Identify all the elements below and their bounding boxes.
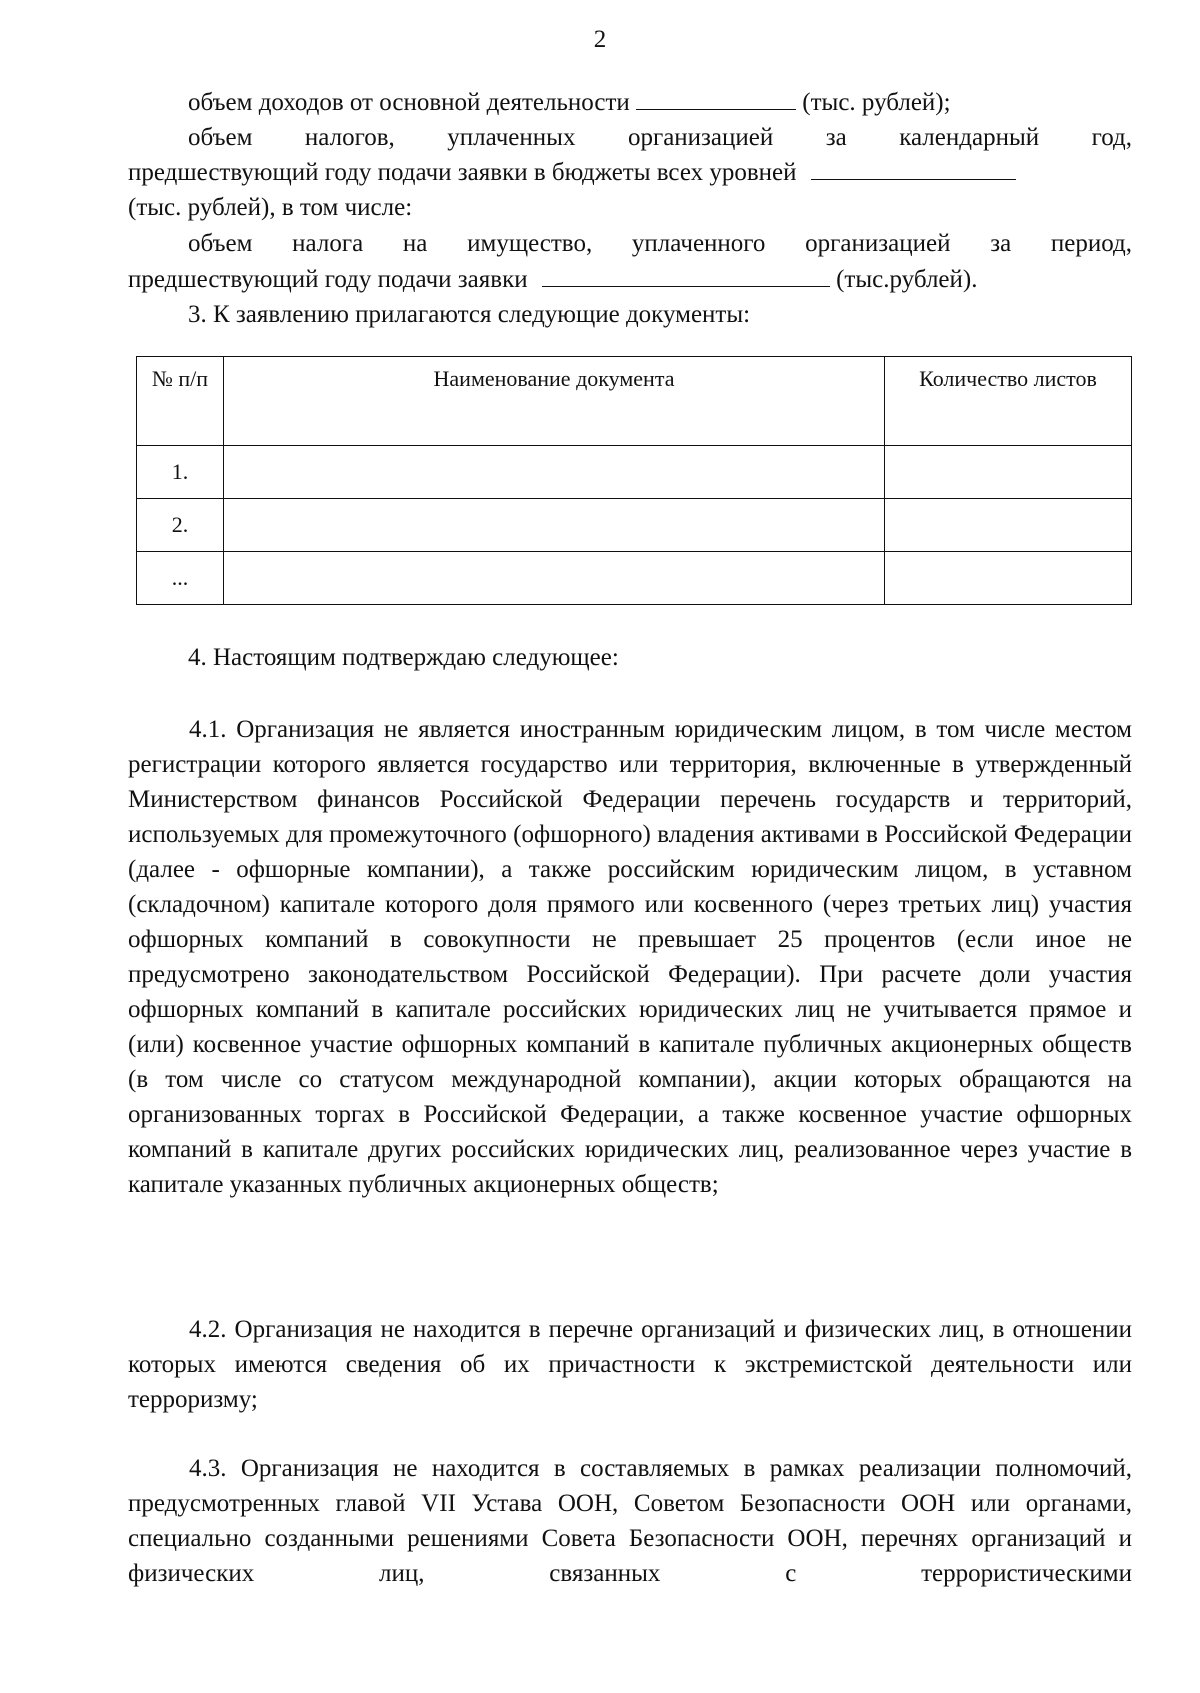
docs-heading: 3. К заявлению прилагаются следующие документы: <box>188 301 751 328</box>
sheet-count-cell[interactable] <box>885 446 1132 499</box>
income-unit: (тыс. рублей); <box>802 89 951 116</box>
table-header-row <box>137 357 1132 446</box>
table-row <box>137 446 1132 499</box>
paragraph-4-1-text: 4.1. Организация не является иностранным юридическим лицом, в том числе местом регистрации которого является государство или территория, включенные в утвержденный Министерством финансов Российской Федерации перечень государств и территорий, используемых для промежуточного (офшорного) владения активами в Российской Федерации (далее - офшорные компании), а также российским юридическим лицом, в уставном (складочном) капитале которого доля прямого или косвенного (через третьих лиц) участия офшорных компаний в совокупности не превышает 25 процентов (если иное не предусмотрено законодательством Российской Федерации). При расчете доли участия офшорных компаний в капитале российских юридических лиц не учитывается прямое и (или) косвенное участие офшорных компаний в капитале публичных акционерных обществ (в том числе со статусом международной компании), акции которых обращаются на организованных торгах в Российской Федерации, а также косвенное участие офшорных компаний в капитале других российских юридических лиц, реализованное через участие в капитале указанных публичных акционерных обществ; <box>128 716 1132 1198</box>
property-blank[interactable] <box>542 262 830 287</box>
section-4-heading: 4. Настоящим подтверждаю следующее: <box>188 644 619 671</box>
taxes-label: предшествующий году подачи заявки в бюджеты всех уровней <box>128 159 797 186</box>
paragraph-4-1 <box>128 712 1132 1202</box>
row-number: 2. <box>137 499 224 552</box>
paragraph-4-3 <box>128 1451 1132 1591</box>
income-line <box>128 85 1132 120</box>
property-line-2 <box>128 262 1132 297</box>
property-unit: (тыс.рублей). <box>836 266 978 293</box>
taxes-line-3: (тыс. рублей), в том числе: <box>128 194 413 221</box>
header-number: № п/п <box>137 357 224 446</box>
table-row <box>137 552 1132 605</box>
income-label: объем доходов от основной деятельности <box>188 89 630 116</box>
paragraph-4-3-text: 4.3. Организация не находится в составляемых в рамках реализации полномочий, предусмотренных главой VII Устава ООН, Советом Безопасности ООН или органами, специально созданными решениями Совета Безопасности ООН, перечнях организаций и физических лиц, связанных с террористическими <box>128 1455 1132 1587</box>
document-name-cell[interactable] <box>224 446 885 499</box>
property-line-1: объем налога на имущество, уплаченного организацией за период, <box>188 230 1132 257</box>
income-blank[interactable] <box>636 85 796 110</box>
documents-table <box>136 356 1132 605</box>
taxes-line-2 <box>128 155 1132 190</box>
document-name-cell[interactable] <box>224 552 885 605</box>
table-row <box>137 499 1132 552</box>
page-number: 2 <box>593 26 607 53</box>
paragraph-4-2 <box>128 1312 1132 1417</box>
paragraph-4-2-text: 4.2. Организация не находится в перечне организаций и физических лиц, в отношении которых имеются сведения об их причастности к экстремистской деятельности или терроризму; <box>128 1316 1132 1413</box>
property-label: предшествующий году подачи заявки <box>128 266 528 293</box>
row-number: ... <box>137 552 224 605</box>
row-number: 1. <box>137 446 224 499</box>
sheet-count-cell[interactable] <box>885 552 1132 605</box>
taxes-blank[interactable] <box>811 155 1016 180</box>
sheet-count-cell[interactable] <box>885 499 1132 552</box>
document-name-cell[interactable] <box>224 499 885 552</box>
header-document-name: Наименование документа <box>224 357 885 446</box>
header-sheet-count: Количество листов <box>885 357 1132 446</box>
taxes-line-1: объем налогов, уплаченных организацией за календарный год, <box>188 124 1132 151</box>
